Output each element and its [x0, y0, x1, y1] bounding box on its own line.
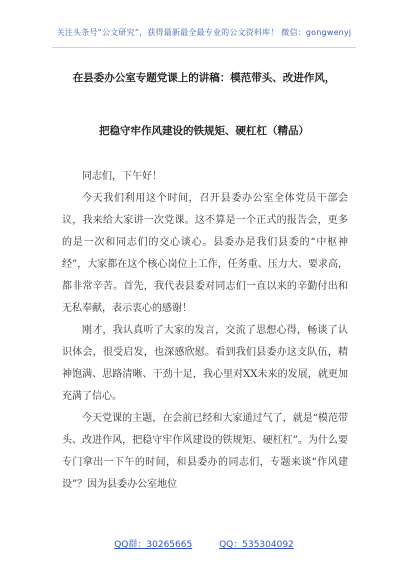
body-paragraph-1: 今天我们利用这个时间，召开县委办公室全体党员干部会议，我来给大家讲一次党课。这不算是一个正式的报告会，更多的是一次和同志们的交心谈心。县委办是我们县委的“中枢神经”，大家都在这个核心岗位上工作，任务重、压力大、要求高，都非常辛苦。首先，我代表县委对同志们一直以来的辛勤付出和无私奉献，表示衷心的感谢！: [62, 193, 348, 314]
footer-contacts: [0, 537, 408, 550]
footer-qq-group[interactable]: QQ群：30265665: [114, 540, 193, 550]
header-note: 关注头条号“公文研究”，获得最新最全最专业的公文资料库！ 微信：gongwenyj: [56, 28, 352, 37]
document-body: [62, 166, 348, 496]
body-paragraph-2: 刚才，我认真听了大家的发言，交流了思想心得，畅谈了认识体会，很受启发，也深感欣慰。看到我们县委办这支队伍，精神饱满、思路清晰、干劲十足，我心里对XX未来的发展，就更加充满了信心。: [62, 325, 348, 402]
body-paragraph-3: 今天党课的主题，在会前已经和大家通过气了，就是“模范带头、改进作风，把稳守牢作风建设的铁规矩、硬杠杠”。为什么要专门拿出一下午的时间，和县委办的同志们，专题来谈“作风建设”？因为县委办公室地位: [62, 413, 348, 490]
document-title-line1: 在县委办公室专题党课上的讲稿：模范带头、改进作风，: [72, 72, 336, 84]
footer-qq[interactable]: QQ：535304092: [219, 540, 294, 550]
document-title-line2: 把稳守牢作风建设的铁规矩、硬杠杠（精品）: [99, 125, 309, 137]
salutation: 同志们，下午好！: [82, 171, 162, 182]
header-divider: [52, 47, 356, 48]
